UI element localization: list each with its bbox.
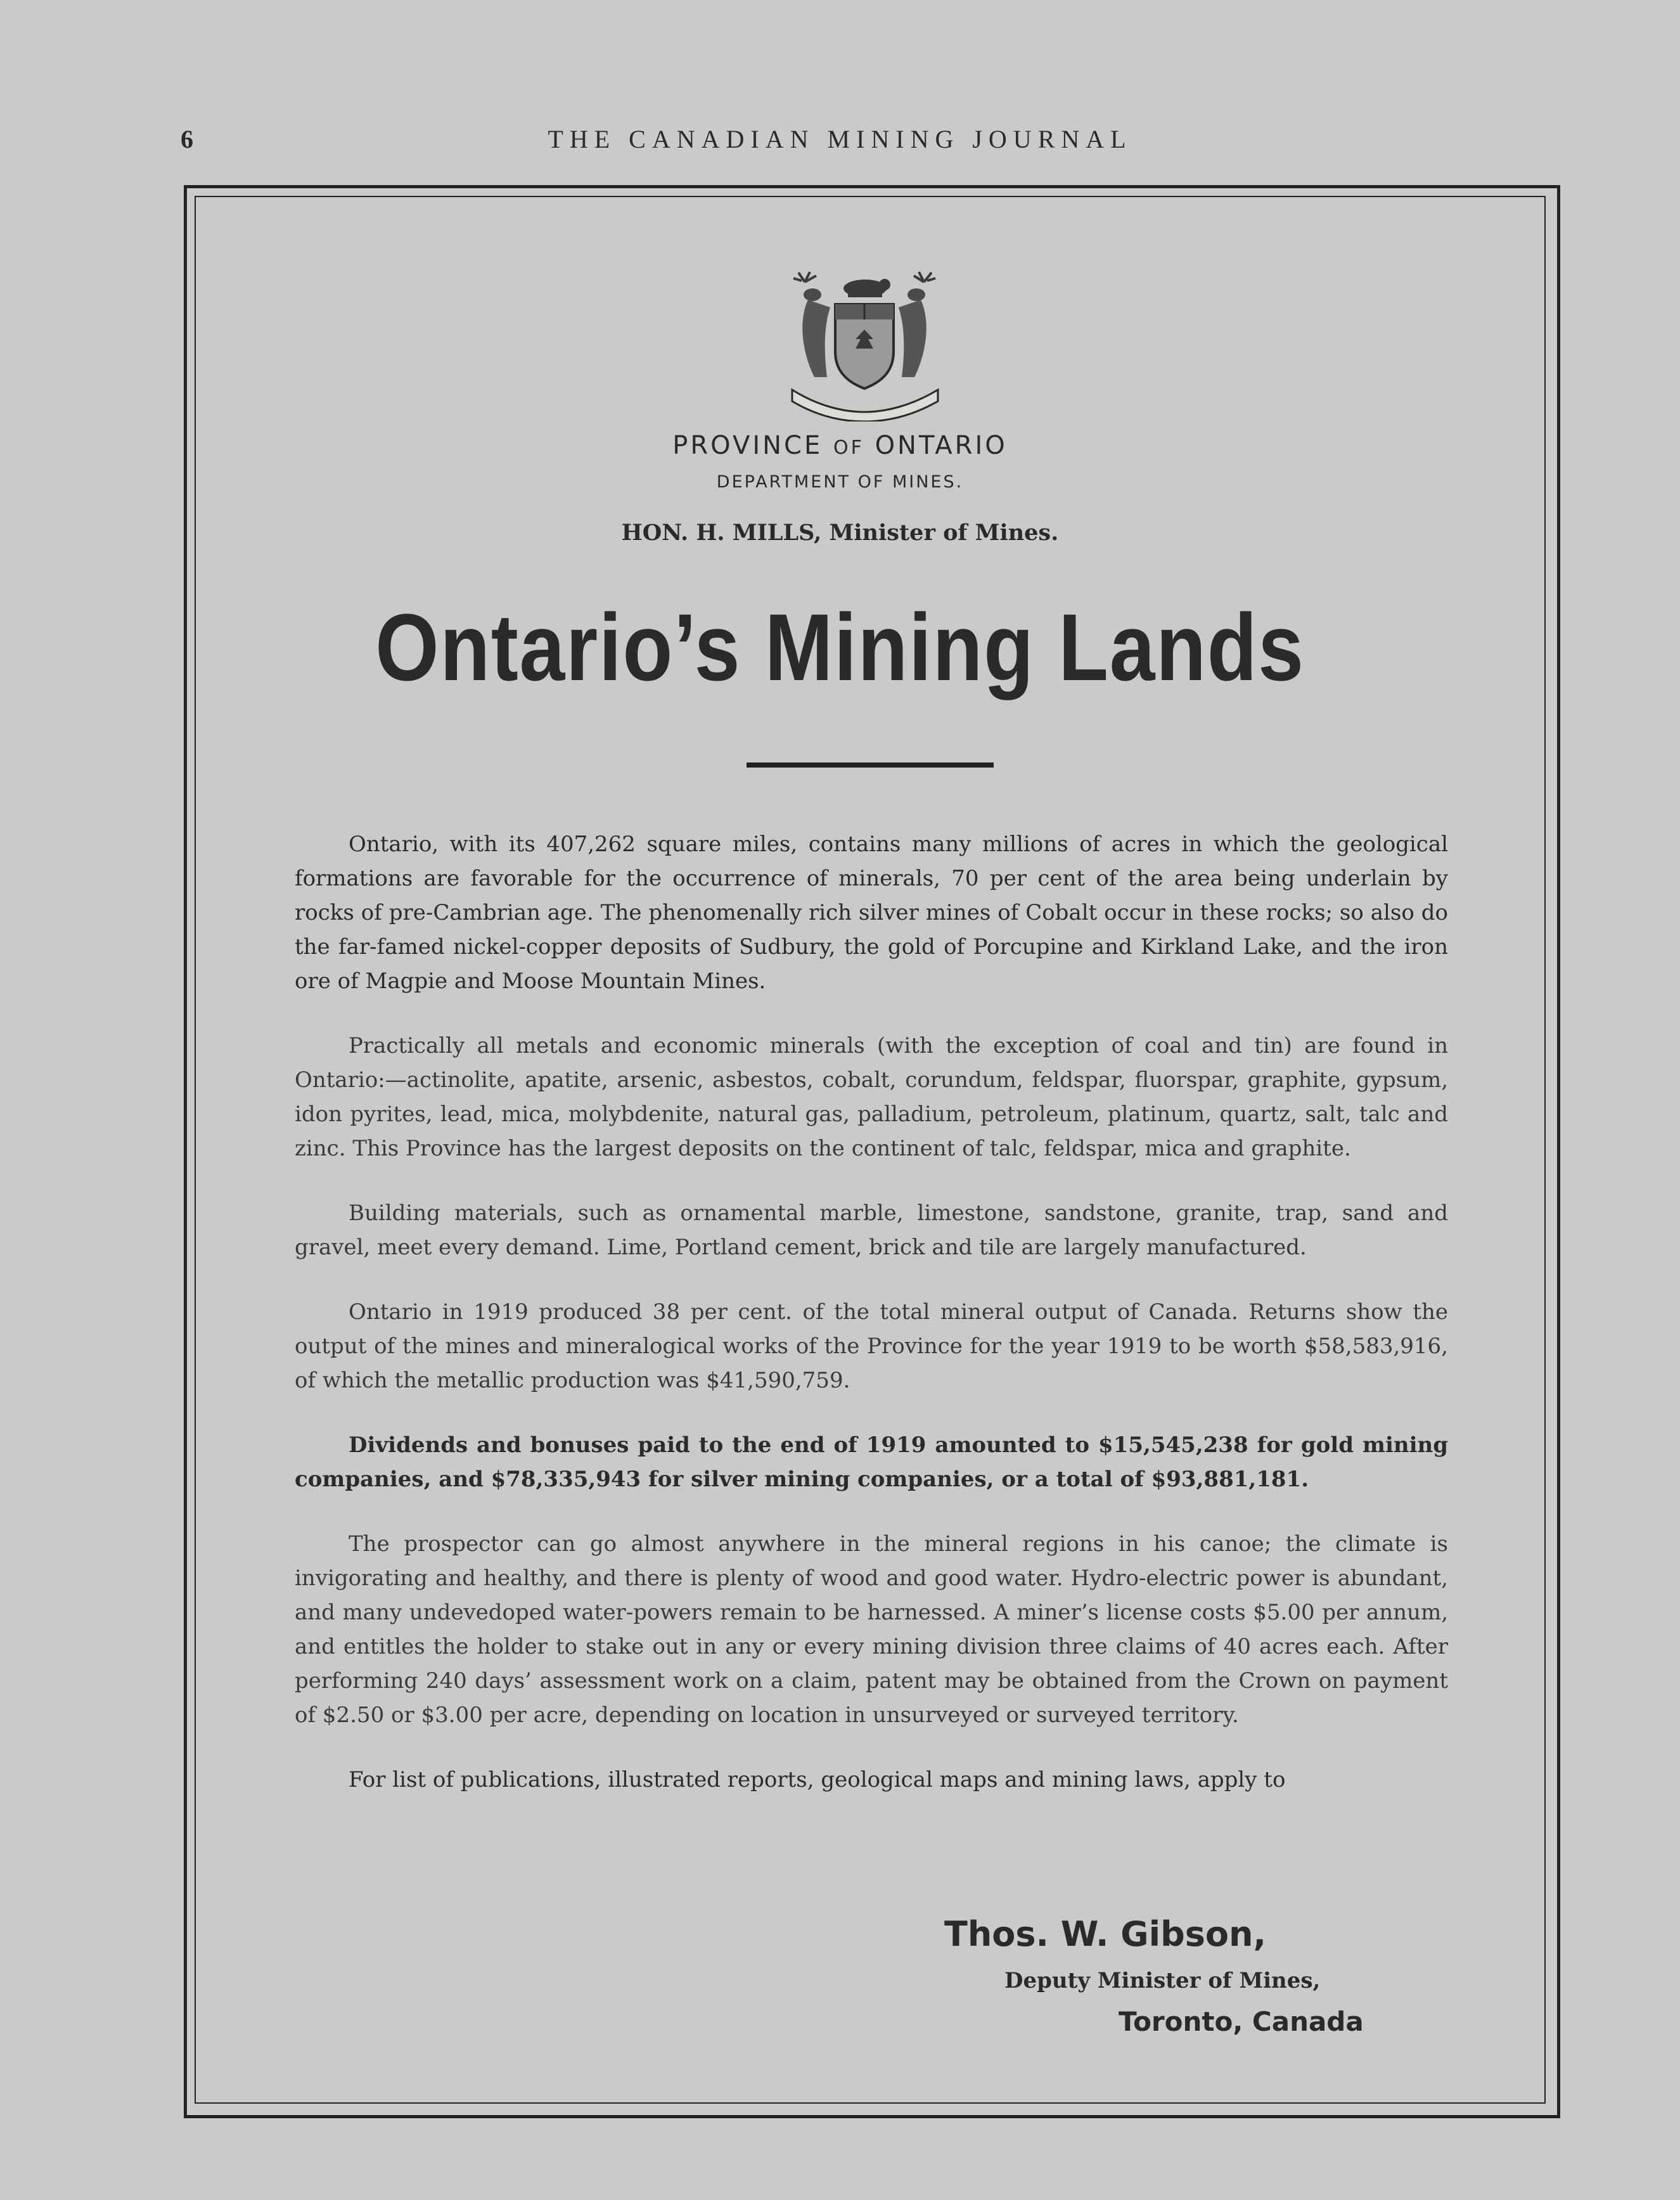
minister-line: HON. H. MILLS, Minister of Mines. [621,520,1059,546]
ontario-coat-of-arms-icon [779,269,951,421]
headline-rule [747,762,994,768]
province-word: PROVINCE [672,431,823,460]
page-number: 6 [181,125,193,153]
paragraph-minerals: Practically all metals and economic minerals (with the exception of coal and tin) are found in Ontario:—actinolite, apatite, arsenic, asbestos, cobalt, corundum, feldspar, fluorspar, graphite, gypsum, idon pyrites, lead, mica, molybdenite, natural gas, palladium, petroleum, platinum, quartz, salt, talc and zinc. This Province has the largest deposits on the continent of talc, feldspar, mica and graphite. [295,1033,1448,1161]
province-ontario: ONTARIO [875,431,1008,460]
body-text [295,827,1448,1827]
running-head: THE CANADIAN MINING JOURNAL [548,125,1132,153]
province-of: OF [833,437,864,459]
headline: Ontario’s Mining Lands [375,594,1305,700]
paragraph-apply: For list of publications, illustrated reports, geological maps and mining laws, apply to [349,1767,1286,1792]
signature-name: Thos. W. Gibson, [944,1914,1266,1954]
signature-title: Deputy Minister of Mines, [1004,1968,1321,1993]
paragraph-dividends: Dividends and bonuses paid to the end of 1919 amounted to $15,545,238 for gold mining companies, and $78,335,943 for silver mining companies, or a total of $93,881,181. [295,1432,1448,1492]
province-title [0,431,1680,460]
paragraph-building-materials: Building materials, such as ornamental marble, limestone, sandstone, granite, trap, sand and gravel, meet every demand. Lime, Portland cement, brick and tile are largely manufactured. [295,1200,1448,1260]
department-title: DEPARTMENT OF MINES. [716,472,964,492]
page-header [0,124,1680,162]
paragraph-prospector: The prospector can go almost anywhere in the mineral regions in his canoe; the climate is invigorating and healthy, and there is plenty of wood and good water. Hydro-electric power is abundant, and many undevedoped water-powers remain to be harnessed. A miner’s license costs $5.00 per annum, and entitles the holder to stake out in any or every mining division three claims of 40 acres each. After performing 240 days’ assessment work on a claim, patent may be obtained from the Crown on payment of $2.50 or $3.00 per acre, depending on location in unsurveyed or surveyed territory. [295,1531,1448,1728]
paragraph-output: Ontario in 1919 produced 38 per cent. of the total mineral output of Canada. Returns show the output of the mines and mineralogical works of the Province for the year 1919 to be worth $58,583,916, of which the metallic production was $41,590,759. [295,1299,1448,1393]
paragraph-overview: Ontario, with its 407,262 square miles, contains many millions of acres in which the geological formations are favorable for the occurrence of minerals, 70 per cent of the area being underlain by rocks of pre-Cambrian age. The phenomenally rich silver mines of Cobalt occur in these rocks; so also do the far-famed nickel-copper deposits of Sudbury, the gold of Porcupine and Kirkland Lake, and the iron ore of Magpie and Moose Mountain Mines. [295,832,1448,994]
signature-place: Toronto, Canada [1119,2006,1364,2037]
